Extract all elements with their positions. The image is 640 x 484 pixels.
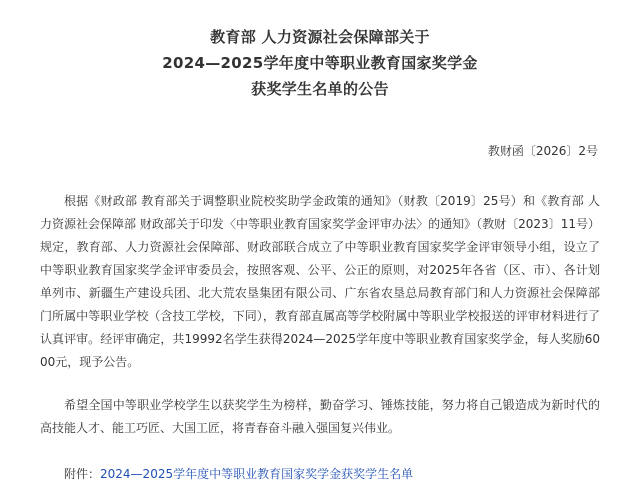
title-line-3: 获奖学生名单的公告 [251,80,389,98]
body-paragraph-2: 希望全国中等职业学校学生以获奖学生为榜样，勤奋学习、锤炼技能，努力将自己锻造成为新时代的高技能人才、能工巧匠、大国工匠，将青春奋斗融入强国复兴伟业。 [40,398,600,435]
document-number: 教财函〔2026〕2号 [487,144,598,158]
attachment-link[interactable]: 2024—2025学年度中等职业教育国家奖学金获奖学生名单 [100,467,414,481]
attachment-line [40,464,600,484]
title-line-2: 2024—2025学年度中等职业教育国家奖学金 [162,54,478,72]
body-paragraph-1: 根据《财政部 教育部关于调整职业院校奖助学金政策的通知》（财教〔2019〕25号）和《教育部 人力资源社会保障部 财政部关于印发〈中等职业教育国家奖学金评审办法〉的通知》（教财〔2023〕11号）规定，教育部、人力资源社会保障部、财政部联合成立了中等职业教育国家奖学金评审领导小组，设立了中等职业教育国家奖学金评审委员会，按照客观、公平、公正的原则，对2025年各省（区、市）、各计划单列市、新疆生产建设兵团、北大荒农垦集团有限公司、广东省农垦总局教育部门和人力资源社会保障部门所属中等职业学校（含技工学校，下同），教育部直属高等学校附属中等职业学校报送的评审材料进行了认真评审。经评审确定，共19992名学生获得2024—2025学年度中等职业教育国家奖学金，每人奖励6000元，现予公告。 [40,194,600,369]
attachment-label: 附件： [64,467,101,481]
title-line-1: 教育部 人力资源社会保障部关于 [210,28,430,46]
document-title [40,24,600,102]
